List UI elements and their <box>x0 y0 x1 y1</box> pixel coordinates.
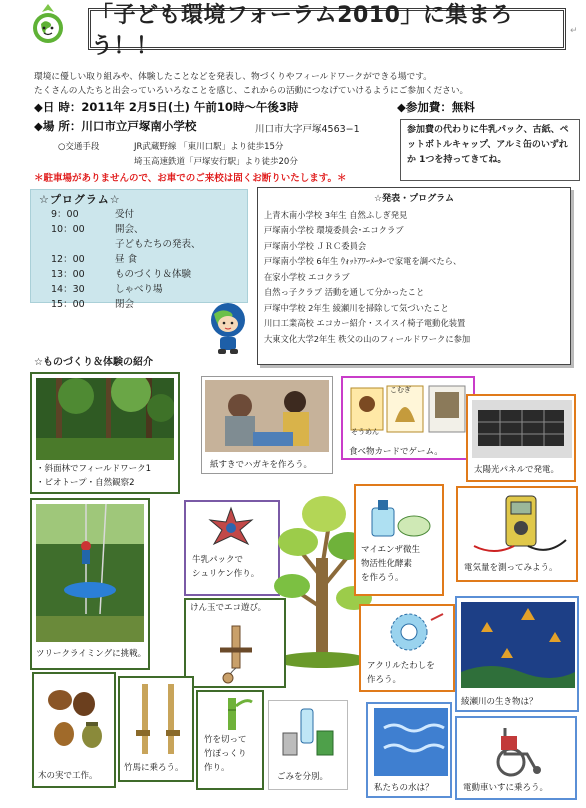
presentation-item: 戸塚南小学校 6年生 ｳｫｯﾄｱﾜｰﾒｰﾀｰで家電を調べたら、 <box>264 256 462 266</box>
water-faucet-photo <box>374 708 448 776</box>
enzyme-caption-2: 物活性化酵素 <box>361 559 413 569</box>
garbage-caption: ごみを分別。 <box>277 772 329 782</box>
fee-value: 無料 <box>451 100 475 114</box>
shuriken-icon <box>204 506 258 546</box>
acrylic-caption-2: 作ろう。 <box>367 675 402 685</box>
activity-nuts <box>32 672 116 788</box>
activity-bamboo <box>196 690 264 790</box>
paper-making-photo <box>205 380 329 452</box>
activity-food-cards <box>341 376 475 460</box>
date-label: ◆日 時： <box>34 100 82 114</box>
presentation-item: 上青木南小学校 3年生 自然ふしぎ発見 <box>264 209 408 220</box>
food-card-word-2: そうめん <box>351 428 379 436</box>
acrylic-caption-1: アクリルたわしを <box>367 661 435 671</box>
forest-caption-1: ・斜面林でフィールドワーク1 <box>36 464 152 474</box>
solar-panel-photo <box>472 400 572 458</box>
globe-mascot-icon <box>30 2 66 48</box>
solar-caption: 太陽光パネルで発電。 <box>474 465 560 475</box>
presentation-item: 川口工業高校 エコカー紹介・スイスイ椅子電動化装置 <box>264 318 466 328</box>
program-heading: ☆プログラム☆ <box>39 193 121 206</box>
activity-ayase <box>455 596 579 712</box>
water-caption: 私たちの水は？ <box>374 783 434 793</box>
activity-forest <box>30 372 180 494</box>
activity-stilts <box>118 676 194 782</box>
activity-acrylic <box>359 604 455 692</box>
forest-caption-2: ・ビオトープ・自然観察2 <box>36 478 135 488</box>
presentation-item: 在家小学校 エコクラブ <box>264 271 350 282</box>
nuts-caption: 木の実で工作。 <box>38 771 98 781</box>
fee-label: ◆参加費： <box>397 100 452 114</box>
activity-solar <box>466 394 576 482</box>
milk-caption-1: 牛乳パックで <box>192 555 244 565</box>
activity-meter <box>456 486 578 582</box>
activities-heading: ☆ものづくり＆体験の紹介 <box>34 357 153 368</box>
multimeter-icon <box>466 492 570 558</box>
transport-line-2: 埼玉高速鉄道「戸塚安行駅」より徒歩20分 <box>134 157 298 167</box>
tree-climb-caption: ツリークライミングに挑戦。 <box>36 649 147 659</box>
activity-milk-pack <box>184 500 280 596</box>
activity-wheelchair <box>455 716 577 800</box>
transport-label: ○交通手段 <box>58 142 100 152</box>
presentation-item: 自然っ子クラブ 活動を通して分かったこと <box>264 287 425 297</box>
bamboo-caption-3: 作り。 <box>204 763 230 773</box>
presentation-item: 戸塚南小学校 ＪＲＣ委員会 <box>264 240 367 251</box>
enzyme-caption-3: を作ろう。 <box>361 573 404 583</box>
program-box <box>30 189 248 310</box>
milk-caption-2: シュリケン作り。 <box>192 569 260 579</box>
bamboo-caption-1: 竹を切って <box>204 735 247 745</box>
venue-value: 川口市立戸塚南小学校 <box>81 119 197 133</box>
activity-enzyme <box>354 484 444 596</box>
river-creatures-photo <box>461 602 575 688</box>
date-row <box>34 99 298 115</box>
acrylic-scrubber-icon <box>369 610 449 652</box>
venue-address: 川口市大字戸塚4563−1 <box>255 124 360 135</box>
presentation-item: 戸塚南小学校 環境委員会･エコクラブ <box>264 225 404 235</box>
program-row: 9：00 受付 <box>51 209 135 220</box>
presentations-heading: ☆発表・プログラム <box>374 194 454 204</box>
program-row: 10：00 開会、 <box>51 224 144 235</box>
venue-label: ◆場 所： <box>34 119 82 133</box>
program-row: 14：30 しゃべり場 <box>51 284 163 295</box>
activity-tree-climb <box>30 498 150 670</box>
parking-note: ＊駐車場がありませんので、お車でのご来校は固くお断りいたします。＊ <box>34 173 347 184</box>
program-row: 12：00 昼 食 <box>51 254 138 265</box>
activity-kendama <box>184 598 286 688</box>
transport-line-1: JR武蔵野線 「東川口駅」より徒歩15分 <box>134 142 284 152</box>
program-row: 15：00 閉会 <box>51 299 135 310</box>
stilts-icon <box>128 682 188 756</box>
program-row: 13：00 ものづくり＆体験 <box>51 269 192 280</box>
stilts-caption: 竹馬に乗ろう。 <box>124 763 184 773</box>
enzyme-bottle-icon <box>364 492 434 540</box>
activity-garbage <box>268 700 348 790</box>
paper-caption: 紙すきでハガキを作ろう。 <box>210 460 313 470</box>
date-value: 2011年 2月5日(土) 午前10時〜午後3時 <box>81 100 299 114</box>
food-cards-caption: 食べ物カードでゲーム。 <box>349 447 443 457</box>
mascot-icon <box>206 300 250 356</box>
meter-caption: 電気量を測ってみよう。 <box>464 563 558 573</box>
wheelchair-caption: 電動車いすに乗ろう。 <box>463 783 549 793</box>
fee-row <box>397 99 475 115</box>
food-card-word-1: こむぎ <box>390 386 411 394</box>
nuts-icon <box>40 680 110 760</box>
bamboo-caption-2: 竹ぽっくり <box>204 749 247 759</box>
wheelchair-icon <box>487 722 547 778</box>
activity-water <box>366 702 452 798</box>
program-row: 子どもたちの発表、 <box>115 239 201 250</box>
tree-climbing-photo <box>36 504 144 642</box>
venue-row <box>34 118 196 134</box>
presentation-item: 大東文化大学2年生 秩父の山のフィールドワークに参加 <box>264 333 471 344</box>
presentation-item: 戸塚中学校 2年生 綾瀬川を掃除して気づいたこと <box>264 302 449 313</box>
kendama-caption: けん玉でエコ遊び。 <box>190 603 267 613</box>
kendama-icon <box>206 620 270 684</box>
bamboo-icon <box>208 696 256 732</box>
intro-line-2: たくさんの人たちと出会っていろいろなことを感じ、これからの活動につなげていけるようにご参加ください。 <box>34 86 469 96</box>
forest-photo <box>36 378 174 460</box>
activity-paper <box>201 376 333 474</box>
presentations-card <box>257 187 571 365</box>
ayase-caption: 綾瀬川の生き物は？ <box>461 697 538 707</box>
enzyme-caption-1: マイエンザ微生 <box>361 545 420 555</box>
recycle-items-icon <box>277 705 341 761</box>
intro-line-1: 環境に優しい取り組みや、体験したことなどを発表し、物づくりやフィールドワークができる場です。 <box>34 72 432 82</box>
page-title: 「子ども環境フォーラム2010」に集まろう！！ <box>88 8 566 50</box>
bring-items-note: 参加費の代わりに牛乳パック、古紙、ペットボトルキャップ、アルミ缶のいずれか 1つを持ってきてね。 <box>400 119 580 181</box>
